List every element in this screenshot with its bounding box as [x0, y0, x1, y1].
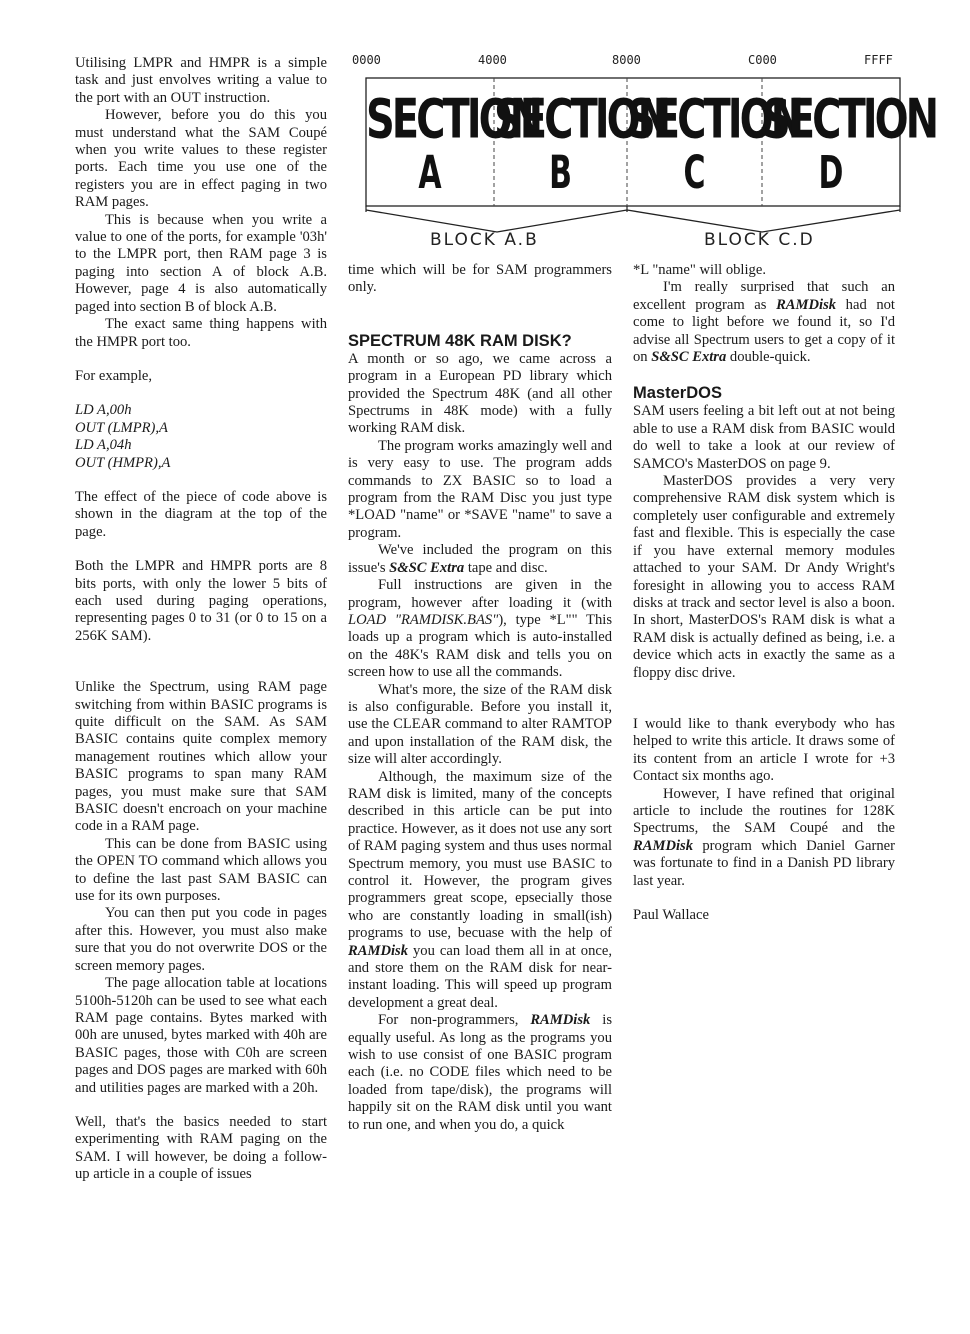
address-label: C000: [748, 53, 777, 67]
column-2: [348, 262, 612, 1134]
author-signature: Paul Wallace: [633, 907, 709, 923]
code-line: LD A,04h: [75, 437, 132, 454]
paragraph: [348, 542, 612, 577]
text-run: We've included the program on this issue's: [348, 542, 612, 576]
paragraph: [633, 279, 895, 366]
paragraph: This can be done from BASIC using the OPEN TO command which allows you to define the last past SAM BASIC can use for its own purposes.: [75, 835, 327, 905]
paragraph: This is because when you write a value to one of the ports, for example '03h' to the LMPR port, then RAM page 3 is paging into section A of block A.B. However, page 4 is also automatically paged into section B of block A.B.: [75, 211, 327, 315]
address-label: 8000: [612, 53, 641, 67]
section-word: SECTION: [627, 88, 802, 151]
text-run: had not come to light before we found it, so I'd advise all Spectrum users to get a copy of it on: [633, 296, 895, 366]
command-text: LOAD "RAMDISK.BAS": [348, 611, 499, 628]
paragraph: [348, 1012, 612, 1134]
text-run: you can load them all in at once, and store them on the RAM disk for near-instant loading. This will speed up program development a great deal.: [348, 942, 612, 1011]
paragraph: time which will be for SAM programmers only.: [348, 262, 612, 296]
paragraph: [633, 786, 895, 890]
paragraph: The effect of the piece of code above is shown in the diagram at the top of the page.: [75, 488, 327, 540]
code-line: LD A,00h: [75, 402, 132, 419]
paragraph: The page allocation table at locations 5100h-5120h can be used to see what each RAM page contains. Bytes marked with 00h are unused, bytes marked with 40h are BASIC pages, those with C0h are screen pages and DOS pages are marked with 60h and utilities pages are marked with a 20h.: [75, 975, 327, 1096]
paragraph: For example,: [75, 367, 153, 384]
section-heading: MasterDOS: [633, 384, 722, 403]
column-3: [633, 262, 895, 924]
section-letter: C: [683, 147, 706, 200]
paragraph: [348, 577, 612, 681]
product-name: RAMDisk: [776, 296, 837, 313]
paragraph: However, before you do this you must understand what the SAM Coupé when you write values to these register ports. Each time you use one of the registers you are in effect paging in two RAM pages.: [75, 107, 327, 211]
text-run: ), type *L"" This loads up a program which is auto-installed on the 48K's RAM disk and tells you on screen how to use all the commands.: [348, 611, 612, 681]
address-label: FFFF: [864, 53, 893, 67]
section-letter: B: [549, 147, 572, 200]
paragraph: Both the LMPR and HMPR ports are 8 bits ports, with only the lower 5 bits of each used during paging operations, representing pages 0 to 31 (or 0 to 15 on a 256K SAM).: [75, 558, 327, 644]
product-name: S&SC Extra: [651, 349, 727, 366]
paragraph: Unlike the Spectrum, using RAM page switching from within BASIC programs is quite difficult on the SAM. As SAM BASIC contains quite complex memory management routines which allow your BASIC programs to span many RAM pages, you must make sure that SAM BASIC doesn't encroach on your machine code in a RAM page.: [75, 679, 327, 835]
code-line: OUT (LMPR),A: [75, 419, 168, 436]
section-word: SECTION: [366, 88, 541, 151]
text-run: double-quick.: [726, 349, 811, 366]
product-name: S&SC Extra: [389, 559, 465, 576]
product-name: RAMDisk: [633, 837, 694, 854]
text-run: I'm really surprised that such an excellent program as: [633, 279, 895, 313]
address-label: 0000: [352, 53, 381, 67]
text-run: program which Daniel Garner was fortunate to find in a Danish PD library last year.: [633, 837, 895, 889]
paragraph: What's more, the size of the RAM disk is also configurable. Before you install it, use the CLEAR command to alter RAMTOP and upon installation of the RAM disk, the size will alter accordingly.: [348, 681, 612, 768]
text-run: is equally useful. As long as the programs you wish to use consist of one BASIC program each (i.e. no CODE files which need to be loaded from tape/disk), the programs will happily sit on the RAM disk until you want to run one, and when you do, a quick: [348, 1012, 612, 1133]
paragraph: SAM users feeling a bit left out at not being able to use a RAM disk from BASIC would do well to take a look at our review of SAMCO's MasterDOS on page 9.: [633, 403, 895, 472]
section-letter: D: [818, 147, 844, 200]
paragraph: You can then put you code in pages after this. However, you must also make sure that you do not overwrite DOS or the screen memory pages.: [75, 905, 327, 974]
section-heading: SPECTRUM 48K RAM DISK?: [348, 331, 572, 350]
paragraph: MasterDOS provides a very very comprehensive RAM disk system which is completely user configurable and extremely fast and flexible. This is especially the case if you have external memory modules attached to your SAM. Dr Andy Wright's foresight in allowing you to access RAM disks at track and sector level is also a boon. In short, MasterDOS's RAM disk is what a RAM disk is actually defined as being, i.e. a device which acts in exactly the same as a floppy disc drive.: [633, 473, 895, 681]
paragraph: Utilising LMPR and HMPR is a simple task and just envolves writing a value to the port with an OUT instruction.: [75, 55, 327, 106]
paragraph: The program works amazingly well and is very easy to use. The program adds commands to ZX BASIC so to load a program from the RAM Disc you just type *LOAD "name" or *SAVE "name" to save a program.: [348, 437, 612, 541]
address-label: 4000: [478, 53, 507, 67]
block-label-ab: BLOCK A.B: [430, 230, 539, 250]
paragraph: *L "name" will oblige.: [633, 262, 766, 278]
paragraph: Well, that's the basics needed to start experimenting with RAM paging on the SAM. I will however, be doing a follow-up article in a couple of issues: [75, 1113, 327, 1183]
section-c: [627, 88, 802, 200]
section-word: SECTION: [762, 88, 937, 151]
text-run: For non-programmers,: [378, 1012, 531, 1029]
paragraph: A month or so ago, we came across a program in a European PD library which provided the Spectrum 48K (and all other Spectrums in 48K mode) with a fully working RAM disk.: [348, 350, 612, 437]
paragraph: The exact same thing happens with the HMPR port too.: [75, 316, 327, 350]
paragraph: I would like to thank everybody who has helped to write this article. It draws some of its content from an article I wrote for +3 Contact six months ago.: [633, 715, 895, 785]
section-word: SECTION: [494, 88, 669, 151]
text-run: Full instructions are given in the program, however after loading it (with: [348, 577, 612, 611]
column-1: [75, 55, 327, 1184]
text-run: Although, the maximum size of the RAM disk is limited, many of the concepts described in this article can be put into practice. However, as it does not use any sort of RAM paging system and thus uses normal Spectrum memory, you must use BASIC to control it. However, the program gives programmers great scope, epsecially those who are constantly loading in small(ish) programs to use, becuase with the help of: [348, 768, 612, 942]
text-run: tape and disc.: [464, 559, 548, 576]
block-label-cd: BLOCK C.D: [704, 230, 815, 250]
section-b: [494, 88, 669, 200]
paragraph: [348, 769, 612, 1013]
section-a: [366, 88, 541, 200]
text-run: However, I have refined that original article to include the routines for 128K Spectrums, the SAM Coupé and the: [633, 785, 895, 837]
product-name: RAMDisk: [530, 1012, 591, 1029]
memory-map-diagram: [352, 50, 937, 262]
product-name: RAMDisk: [348, 942, 409, 959]
section-letter: A: [418, 147, 442, 200]
code-line: OUT (HMPR),A: [75, 454, 171, 471]
section-d: [762, 88, 937, 200]
